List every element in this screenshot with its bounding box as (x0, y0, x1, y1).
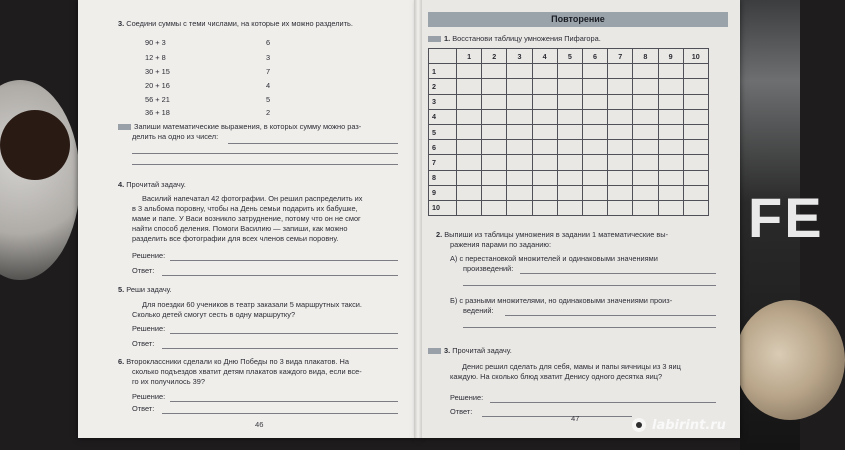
table-cell[interactable] (658, 200, 683, 215)
table-cell[interactable] (482, 185, 507, 200)
column-header: 3 (507, 49, 532, 64)
exercise-5-text: Для поездки 60 учеников в театр заказали 5 маршрутных такси. (142, 300, 362, 309)
table-cell[interactable] (658, 64, 683, 79)
table-cell[interactable] (532, 155, 557, 170)
table-cell[interactable] (633, 64, 658, 79)
solution-label: Решение: (132, 324, 166, 333)
table-cell[interactable] (532, 200, 557, 215)
divisor-item: 3 (266, 53, 271, 62)
divisor-item: 7 (266, 67, 271, 76)
table-cell[interactable] (557, 109, 582, 124)
table-cell[interactable] (532, 140, 557, 155)
multiplication-table (428, 48, 709, 216)
answer-line[interactable] (505, 315, 716, 316)
row-header: 9 (429, 185, 457, 200)
table-cell[interactable] (683, 79, 708, 94)
answer-label: Ответ: (132, 266, 155, 275)
table-cell[interactable] (482, 64, 507, 79)
answer-line[interactable] (162, 348, 398, 349)
table-cell[interactable] (557, 140, 582, 155)
exercise-3-right-title: 3. Прочитай задачу. (428, 346, 512, 356)
table-cell[interactable] (683, 94, 708, 109)
table-row (429, 185, 709, 200)
background-coffee (0, 110, 70, 180)
table-row (429, 170, 709, 185)
solution-label: Решение: (132, 392, 166, 401)
table-cell[interactable] (532, 124, 557, 139)
table-cell[interactable] (683, 185, 708, 200)
table-cell[interactable] (683, 140, 708, 155)
table-cell[interactable] (633, 155, 658, 170)
table-cell[interactable] (457, 79, 482, 94)
exercise-4-text: маме и папе. У Васи возникло затруднение, потому что он не смог (132, 214, 361, 223)
solution-line[interactable] (170, 260, 398, 261)
row-header: 6 (429, 140, 457, 155)
answer-line[interactable] (132, 164, 398, 165)
task-marker-icon (428, 348, 441, 354)
table-cell[interactable] (582, 64, 607, 79)
table-cell[interactable] (633, 124, 658, 139)
answer-label: Ответ: (450, 407, 473, 416)
table-cell[interactable] (658, 124, 683, 139)
table-cell[interactable] (582, 185, 607, 200)
background-sign: FE (748, 186, 824, 249)
table-cell[interactable] (532, 109, 557, 124)
table-cell[interactable] (532, 170, 557, 185)
table-cell[interactable] (633, 200, 658, 215)
table-cell[interactable] (582, 124, 607, 139)
watermark-logo-icon (632, 418, 646, 432)
table-cell[interactable] (532, 64, 557, 79)
exercise-3-right-text: каждую. На сколько блюд хватит Денису одного десятка яиц? (450, 372, 663, 381)
table-cell[interactable] (507, 79, 532, 94)
table-cell[interactable] (608, 79, 633, 94)
divisor-item: 6 (266, 38, 271, 47)
table-cell[interactable] (683, 155, 708, 170)
solution-label: Решение: (132, 251, 166, 260)
exercise-2-title-line2: ражения парами по заданию: (450, 240, 552, 249)
table-row (429, 94, 709, 109)
exercise-6-text: 6. Второклассники сделали ко Дню Победы по 3 вида плакатов. На (118, 357, 349, 366)
task-marker-icon (428, 36, 441, 42)
table-cell[interactable] (683, 124, 708, 139)
row-header: 1 (429, 64, 457, 79)
table-cell[interactable] (658, 170, 683, 185)
table-cell[interactable] (457, 155, 482, 170)
solution-line[interactable] (490, 402, 716, 403)
table-cell[interactable] (507, 200, 532, 215)
table-cell[interactable] (482, 94, 507, 109)
exercise-4-text: найти способ деления. Помоги Василию — запиши, как можно (132, 224, 348, 233)
table-cell[interactable] (658, 185, 683, 200)
divisor-item: 2 (266, 108, 271, 117)
table-cell[interactable] (457, 170, 482, 185)
row-header: 4 (429, 109, 457, 124)
table-cell[interactable] (482, 109, 507, 124)
table-cell[interactable] (532, 79, 557, 94)
table-cell[interactable] (582, 140, 607, 155)
exercise-2-option-a: А) с перестановкой множителей и одинаковыми значениями (450, 254, 658, 263)
table-cell[interactable] (608, 200, 633, 215)
exercise-1-title: 1. Восстанови таблицу умножения Пифагора. (428, 34, 601, 44)
table-cell[interactable] (608, 140, 633, 155)
table-cell[interactable] (457, 200, 482, 215)
column-header: 2 (482, 49, 507, 64)
table-cell[interactable] (582, 94, 607, 109)
answer-label: Ответ: (132, 404, 155, 413)
answer-line[interactable] (132, 153, 398, 154)
background-cup-right (735, 300, 845, 420)
table-cell[interactable] (557, 185, 582, 200)
column-header: 1 (457, 49, 482, 64)
book-spine (414, 0, 422, 438)
table-cell[interactable] (557, 64, 582, 79)
column-header: 5 (557, 49, 582, 64)
exercise-3-title: 3. Соедини суммы с теми числами, на которые их можно разделить. (118, 19, 353, 28)
page-number-left: 46 (255, 420, 264, 429)
table-cell[interactable] (532, 185, 557, 200)
table-cell[interactable] (507, 124, 532, 139)
exercise-2-title: 2. Выпиши из таблицы умножения в задании 1 математические вы- (436, 230, 669, 239)
sum-item: 36 + 18 (145, 108, 170, 117)
sum-item: 56 + 21 (145, 95, 170, 104)
table-cell[interactable] (658, 109, 683, 124)
table-cell[interactable] (482, 140, 507, 155)
exercise-3-right-text: Денис решил сделать для себя, мамы и папы яичницы из 3 яиц (462, 362, 681, 371)
column-header: 10 (683, 49, 708, 64)
table-cell[interactable] (457, 124, 482, 139)
exercise-4-text: в 3 альбома поровну, чтобы на День семьи подарить их бабушке, (132, 204, 358, 213)
table-cell[interactable] (633, 170, 658, 185)
answer-line[interactable] (482, 416, 632, 417)
exercise-4-title: 4. Прочитай задачу. (118, 180, 186, 189)
answer-line[interactable] (162, 413, 398, 414)
row-header: 5 (429, 124, 457, 139)
table-cell[interactable] (608, 64, 633, 79)
table-cell[interactable] (557, 170, 582, 185)
table-cell[interactable] (507, 185, 532, 200)
exercise-5-text: Сколько детей смогут сесть в одну маршрутку? (132, 310, 296, 319)
table-cell[interactable] (557, 124, 582, 139)
exercise-3-subtask: Запиши математические выражения, в которых сумму можно раз- (118, 122, 361, 132)
sum-item: 20 + 16 (145, 81, 170, 90)
sum-item: 12 + 8 (145, 53, 166, 62)
row-header: 3 (429, 94, 457, 109)
solution-label: Решение: (450, 393, 484, 402)
sum-item: 90 + 3 (145, 38, 166, 47)
table-cell[interactable] (482, 155, 507, 170)
column-header: 4 (532, 49, 557, 64)
table-cell[interactable] (557, 200, 582, 215)
table-cell[interactable] (457, 109, 482, 124)
exercise-6-text: сколько подъездов хватит детям плакатов каждого вида, если все- (132, 367, 362, 376)
table-cell[interactable] (633, 109, 658, 124)
table-cell[interactable] (683, 109, 708, 124)
answer-line[interactable] (463, 327, 716, 328)
page-number-right: 47 (571, 414, 580, 423)
column-header: 8 (633, 49, 658, 64)
table-cell[interactable] (507, 170, 532, 185)
table-cell[interactable] (482, 170, 507, 185)
table-cell[interactable] (683, 200, 708, 215)
table-cell[interactable] (507, 64, 532, 79)
exercise-4-text: Василий напечатал 42 фотографии. Он решил распределить их (142, 194, 363, 203)
answer-label: Ответ: (132, 339, 155, 348)
divisor-item: 5 (266, 95, 271, 104)
task-marker-icon (118, 124, 131, 130)
exercise-3-subtask-line2: делить на одно из чисел: (132, 132, 219, 141)
table-cell[interactable] (683, 170, 708, 185)
table-cell[interactable] (482, 79, 507, 94)
exercise-2-option-b: Б) с разными множителями, но одинаковыми значениями произ- (450, 296, 673, 305)
table-cell[interactable] (608, 124, 633, 139)
exercise-5-title: 5. Реши задачу. (118, 285, 172, 294)
row-header: 8 (429, 170, 457, 185)
answer-line[interactable] (463, 285, 716, 286)
table-cell[interactable] (457, 140, 482, 155)
table-cell[interactable] (633, 140, 658, 155)
table-cell[interactable] (582, 109, 607, 124)
table-row (429, 155, 709, 170)
table-row (429, 140, 709, 155)
table-cell[interactable] (457, 94, 482, 109)
table-cell[interactable] (557, 155, 582, 170)
table-row (429, 200, 709, 215)
row-header: 2 (429, 79, 457, 94)
column-header: 7 (608, 49, 633, 64)
answer-line[interactable] (162, 275, 398, 276)
table-cell[interactable] (482, 200, 507, 215)
table-cell[interactable] (608, 185, 633, 200)
table-cell[interactable] (457, 64, 482, 79)
table-row (429, 79, 709, 94)
table-cell[interactable] (557, 94, 582, 109)
solution-line[interactable] (170, 333, 398, 334)
table-cell[interactable] (633, 79, 658, 94)
section-title: Повторение (428, 12, 728, 27)
solution-line[interactable] (170, 401, 398, 402)
table-cell[interactable] (633, 185, 658, 200)
column-header: 9 (658, 49, 683, 64)
table-cell[interactable] (658, 94, 683, 109)
table-cell[interactable] (608, 155, 633, 170)
table-row (429, 124, 709, 139)
table-cell[interactable] (507, 94, 532, 109)
table-cell[interactable] (507, 140, 532, 155)
table-corner-cell (429, 49, 457, 64)
watermark-text: labirint.ru (652, 418, 726, 433)
divisor-item: 4 (266, 81, 271, 90)
table-cell[interactable] (582, 200, 607, 215)
sum-item: 30 + 15 (145, 67, 170, 76)
exercise-4-text: разделить все фотографии для всех членов семьи поровну. (132, 234, 339, 243)
row-header: 7 (429, 155, 457, 170)
table-cell[interactable] (658, 79, 683, 94)
table-cell[interactable] (608, 109, 633, 124)
table-cell[interactable] (608, 94, 633, 109)
table-cell[interactable] (507, 109, 532, 124)
column-header: 6 (582, 49, 607, 64)
answer-line[interactable] (520, 273, 716, 274)
row-header: 10 (429, 200, 457, 215)
table-cell[interactable] (633, 94, 658, 109)
table-cell[interactable] (582, 170, 607, 185)
table-row (429, 109, 709, 124)
exercise-2-option-b-line2: ведений: (463, 306, 494, 315)
exercise-6-text: го их получилось 39? (132, 377, 205, 386)
table-cell[interactable] (532, 94, 557, 109)
table-cell[interactable] (582, 79, 607, 94)
table-cell[interactable] (457, 185, 482, 200)
exercise-2-option-a-line2: произведений: (463, 264, 514, 273)
answer-line[interactable] (228, 143, 398, 144)
table-cell[interactable] (658, 155, 683, 170)
table-cell[interactable] (582, 155, 607, 170)
table-row (429, 64, 709, 79)
table-cell[interactable] (658, 140, 683, 155)
table-cell[interactable] (683, 64, 708, 79)
table-cell[interactable] (482, 124, 507, 139)
table-cell[interactable] (557, 79, 582, 94)
table-cell[interactable] (507, 155, 532, 170)
table-cell[interactable] (608, 170, 633, 185)
